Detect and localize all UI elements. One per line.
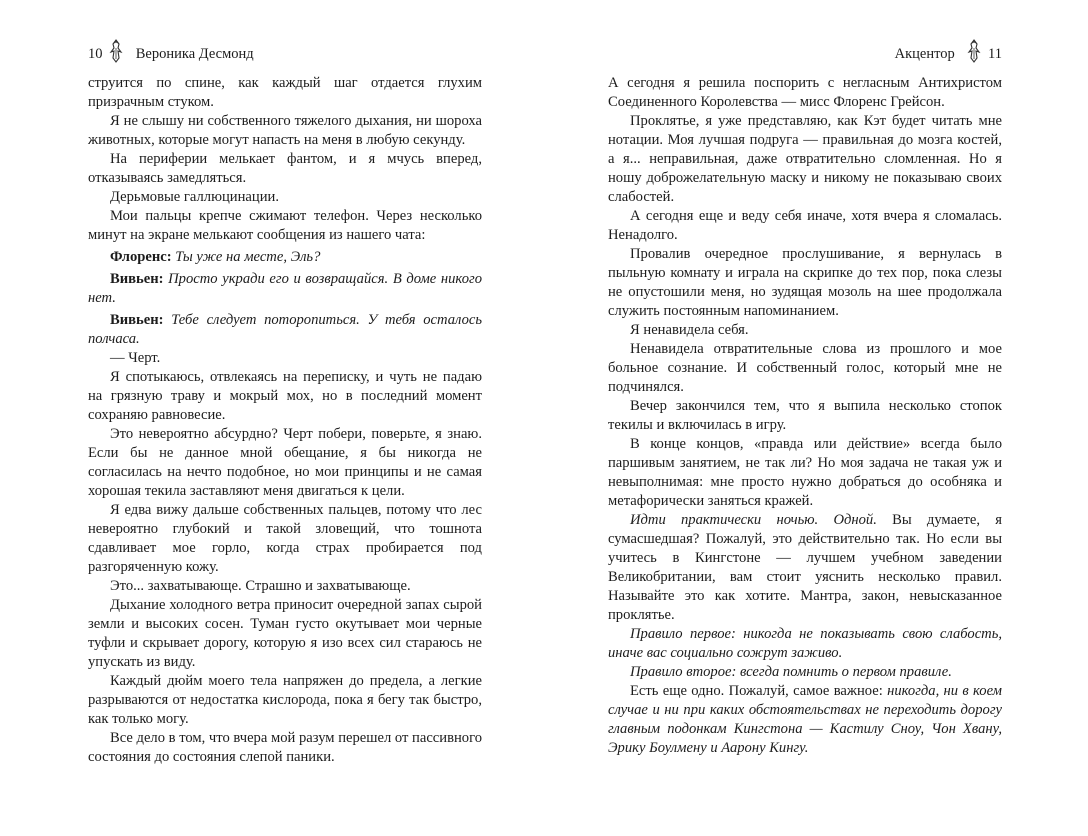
paragraph: Мои пальцы крепче сжимают телефон. Через несколько минут на экране мелькают сообщения из нашего чата: bbox=[88, 208, 482, 243]
right-page-header bbox=[608, 38, 1002, 60]
paragraph: Ненавидела отвратительные слова из прошлого и мое больное сознание. И собственный голос, который мне не подчинялся. bbox=[608, 341, 1002, 395]
paragraph: Я не слышу ни собственного тяжелого дыхания, ни шороха животных, которые могут напасть на меня в любую секунду. bbox=[88, 113, 482, 148]
paragraph: Все дело в том, что вчера мой разум перешел от пассивного состояния до состояния слепой паники. bbox=[88, 730, 482, 765]
paragraph: — Черт. bbox=[110, 350, 161, 366]
chat-text: Тебе следует поторопиться. У тебя осталось полчаса. bbox=[88, 312, 482, 347]
plain-text: Вы думаете, я сумасшедшая? Пожалуй, это действительно так. Но если вы учитесь в Кингстоне — лучшем учебном заведении Великобритании, вам стоит уяснить несколько правил. Называйте это как хотите. Мантра, закон, невысказанное проклятье. bbox=[608, 512, 1002, 623]
paragraph: А сегодня я решила поспорить с негласным Антихристом Соединенного Королевства — мисс Флоренс Грейсон. bbox=[608, 75, 1002, 110]
rule-paragraph: Правило первое: никогда не показывать свою слабость, иначе вас социально сожрут заживо. bbox=[608, 626, 1002, 661]
bird-emblem-icon bbox=[964, 38, 984, 64]
paragraph: Дыхание холодного ветра приносит очередной запах сырой земли и высоких сосен. Туман густо окутывает мои черные туфли и скрывает дорогу, которую я изо всех сил стараюсь не упускать из виду. bbox=[88, 597, 482, 670]
left-page-header bbox=[88, 38, 482, 60]
paragraph: Проклятье, я уже представляю, как Кэт будет читать мне нотации. Моя лучшая подруга — правильная до мозга костей, а я... неправильная, даже отвратительно сломленная. Но я ношу доброжелательную маску и никому не показываю своих слабостей. bbox=[608, 113, 1002, 205]
paragraph: Провалив очередное прослушивание, я вернулась в пыльную комнату и играла на скрипке до тех пор, пока слезы не опустошили меня, но зудящая мозоль на шее продолжала служить постоянным напоминанием. bbox=[608, 246, 1002, 319]
right-body-text bbox=[608, 74, 1002, 758]
paragraph: В конце концов, «правда или действие» всегда было паршивым занятием, не так ли? Но моя задача не такая уж и невыполнимая: мне просто нужно добраться до особняка и метафорически заняться кражей. bbox=[608, 436, 1002, 509]
paragraph: Я ненавидела себя. bbox=[630, 322, 749, 338]
chat-message bbox=[88, 248, 482, 267]
paragraph: Я едва вижу дальше собственных пальцев, потому что лес невероятно глубокий и такой зловещий, что тошнота сдавливает мое горло, когда страх пробирается под разгоряченную кожу. bbox=[88, 502, 482, 575]
paragraph: А сегодня еще и веду себя иначе, хотя вчера я сломалась. Ненадолго. bbox=[608, 208, 1002, 243]
right-page bbox=[544, 0, 1088, 836]
page-number: 11 bbox=[988, 46, 1002, 62]
left-body-text bbox=[88, 74, 482, 767]
paragraph: струится по спине, как каждый шаг отдается глухим призрачным стуком. bbox=[88, 75, 482, 110]
chat-text: Ты уже на месте, Эль? bbox=[175, 249, 321, 265]
page-number: 10 bbox=[88, 46, 103, 62]
italic-text: Идти практически ночью. Одной. bbox=[630, 512, 877, 528]
paragraph bbox=[608, 511, 1002, 625]
paragraph: Я спотыкаюсь, отвлекаясь на переписку, и чуть не падаю на грязную траву и мокрый мох, но в последний момент сохраняю равновесие. bbox=[88, 369, 482, 423]
running-title: Акцентор bbox=[894, 46, 955, 62]
paragraph bbox=[608, 682, 1002, 758]
bird-emblem-icon bbox=[106, 38, 126, 64]
paragraph: Это невероятно абсурдно? Черт побери, поверьте, я знаю. Если бы не данное мной обещание, я бы никогда не согласилась на нечто подобное, но мои принципы и не самая хорошая текила заставляют меня двигаться к цели. bbox=[88, 426, 482, 499]
paragraph: Дерьмовые галлюцинации. bbox=[110, 189, 279, 205]
running-title: Вероника Десмонд bbox=[135, 46, 254, 62]
paragraph: Это... захватывающе. Страшно и захватывающе. bbox=[110, 578, 411, 594]
rule-paragraph: Правило второе: всегда помнить о первом правиле. bbox=[630, 664, 952, 680]
plain-text: Есть еще одно. Пожалуй, самое важное: bbox=[630, 683, 888, 699]
chat-speaker: Флоренс: bbox=[110, 249, 172, 265]
chat-text: Просто укради его и возвращайся. В доме никого нет. bbox=[88, 271, 482, 306]
paragraph: Каждый дюйм моего тела напряжен до предела, а легкие разрываются от недостатка кислорода, пока я бегу так быстро, как только могу. bbox=[88, 673, 482, 727]
chat-message bbox=[88, 311, 482, 349]
chat-message bbox=[88, 270, 482, 308]
italic-text: никогда, ни в коем случае и ни при каких обстоятельствах не переходить дорогу главным подонкам Кингстона — Кастилу Сноу, Чон Хвану, Эрику Боулмену и Аарону Кингу. bbox=[608, 683, 1002, 756]
paragraph: Вечер закончился тем, что я выпила несколько стопок текилы и включилась в игру. bbox=[608, 398, 1002, 433]
chat-speaker: Вивьен: bbox=[110, 312, 164, 328]
paragraph: На периферии мелькает фантом, и я мчусь вперед, отказываясь замедляться. bbox=[88, 151, 482, 186]
chat-speaker: Вивьен: bbox=[110, 271, 164, 287]
